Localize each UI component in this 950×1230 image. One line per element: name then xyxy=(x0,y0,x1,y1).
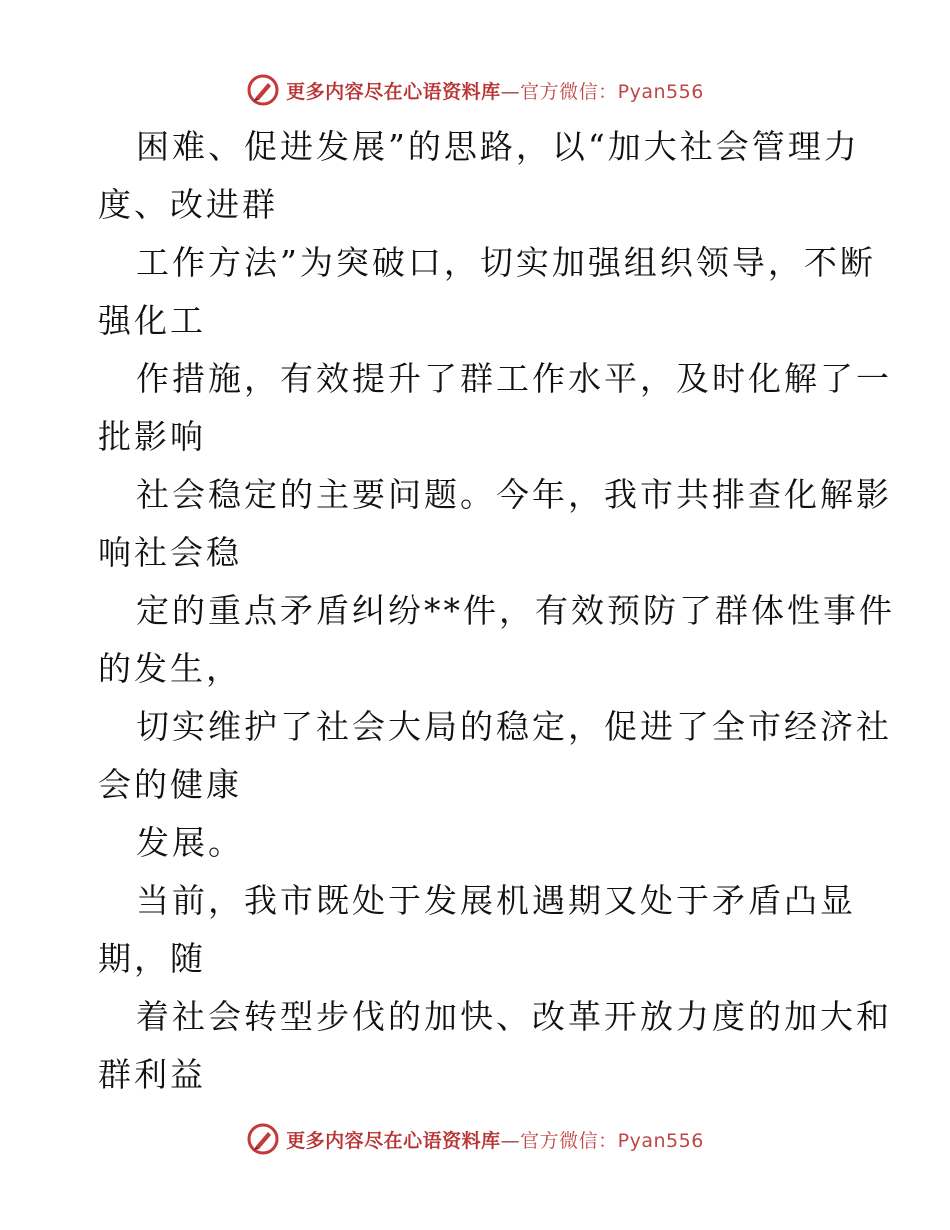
footer-brand-text: 更多内容尽在心语资料库 xyxy=(286,1129,501,1152)
text-line: 群利益 xyxy=(98,1055,206,1094)
pen-circle-logo-icon xyxy=(246,1122,280,1156)
text-line: 工作方法”为突破口，切实加强组织领导，不断 xyxy=(136,243,876,282)
pen-circle-logo-icon xyxy=(246,73,280,107)
text-line: 定的重点矛盾纠纷**件，有效预防了群体性事件 xyxy=(136,591,895,630)
footer-wechat-text: 官方微信：Pyan556 xyxy=(520,1129,704,1152)
header-separator: — xyxy=(500,80,521,103)
footer-banner xyxy=(0,1117,950,1161)
text-line: 会的健康 xyxy=(98,765,242,804)
text-line: 响社会稳 xyxy=(98,533,242,572)
footer-banner-text xyxy=(286,1126,704,1153)
text-line: 的发生， xyxy=(98,649,242,688)
text-line: 着社会转型步伐的加快、改革开放力度的加大和 xyxy=(136,997,892,1036)
header-brand-text: 更多内容尽在心语资料库 xyxy=(286,80,501,103)
text-line: 发展。 xyxy=(136,823,244,862)
header-banner-text xyxy=(286,77,704,104)
text-line: 度、改进群 xyxy=(98,185,278,224)
footer-separator: — xyxy=(500,1129,521,1152)
text-line: 期，随 xyxy=(98,939,206,978)
text-line: 困难、促进发展”的思路，以“加大社会管理力 xyxy=(136,127,860,166)
text-line: 切实维护了社会大局的稳定，促进了全市经济社 xyxy=(136,707,892,746)
text-line: 强化工 xyxy=(98,301,206,340)
text-line: 批影响 xyxy=(98,417,206,456)
text-line: 社会稳定的主要问题。今年，我市共排查化解影 xyxy=(136,475,892,514)
text-line: 作措施，有效提升了群工作水平，及时化解了一 xyxy=(136,359,892,398)
header-wechat-text: 官方微信：Pyan556 xyxy=(520,80,704,103)
text-line: 当前，我市既处于发展机遇期又处于矛盾凸显 xyxy=(136,881,856,920)
header-banner xyxy=(0,68,950,112)
document-body xyxy=(98,118,895,1104)
